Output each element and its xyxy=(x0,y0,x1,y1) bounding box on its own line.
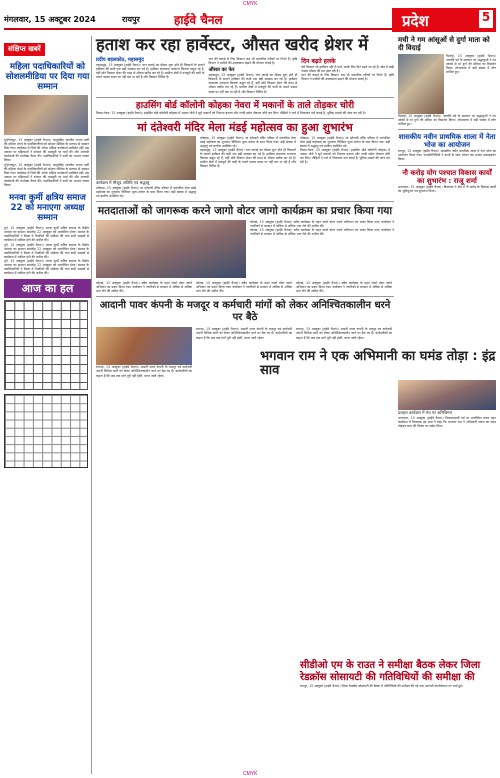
puzzle-title: आज का हल xyxy=(4,279,91,298)
right-top-photo xyxy=(398,54,444,114)
sdm-body: रायपुर, 15 अक्टूबर (हाईवे चैनल)। जिला रेडक्रॉस सोसायटी की बैठक में गतिविधियों की समीक्षा की गई तथा आगामी कार्ययोजना पर चर्चा हुई। xyxy=(300,684,463,688)
temple-body-2: दंतेवाड़ा, 15 अक्टूबर (हाईवे चैनल)। मां दंतेश्वरी मंदिर परिसर में पारंपरिक मेला मंडई महोत्सव का शुभारंभ विधिवत पूजा-अर्चना के साथ किया गया। बड़ी संख्या में श्रद्धालु एवं ग्रामीण उपस्थित रहे। xyxy=(200,135,296,148)
side-note-body-cont: धान की कटाई के लिए किसान अब भी पारंपरिक तरीकों पर निर्भर हैं। कृषि विभाग ने मशीनों की उपलब्धता बढ़ाने की योजना बनाई है। xyxy=(301,73,394,82)
school-headline: शासकीय नवीन प्राथमिक शाला में नेता भोज का आयोजन xyxy=(398,133,496,150)
cmyk-mark-top: CMYK xyxy=(243,1,258,7)
sidebar-story2-title: मनवा कुर्मी क्षत्रिय समाज 22 को मनाएगा अध्यक्ष सम्मान xyxy=(9,193,86,224)
main-column xyxy=(96,36,394,378)
issue-date: मंगलवार, 15 अक्टूबर 2024 xyxy=(4,15,96,24)
ram-caption: दशहरा कार्यक्रम में मंच पर अतिथिगण xyxy=(398,410,453,415)
sidebar-story2-body-cont: दुर्ग, 15 अक्टूबर (हाईवे चैनल)। मनवा कुर्मी क्षत्रिय समाज के केंद्रीय अध्यक्ष का सम्मान समारोह 22 अक्टूबर को आयोजित होगा। समाज के पदाधिकारियों ने बैठक में तैयारियों की समीक्षा की तथा सभी सदस्यों से कार्यक्रम में शामिल होने की अपील की। xyxy=(4,242,89,259)
dev-body: भाटापारा, 15 अक्टूबर (हाईवे चैनल)। विधायक ने क्षेत्र में नौ करोड़ के विकास कार्यों का भूमिपूजन एवं शुभारंभ किया। xyxy=(398,184,496,193)
ram-story xyxy=(398,380,496,428)
sdm-story xyxy=(300,660,496,688)
right-top-headline: मची ने गम आंसूओं से दुर्गा माता को दी विदाई xyxy=(398,36,490,52)
sudoku-grid xyxy=(4,394,88,468)
temple-body-3: महासमुंद, 15 अक्टूबर (हाईवे चैनल)। धान कटाई का मौसम शुरू होते ही किसानों के सामने हार्वेस्टर की कमी एक बड़ी समस्या बन गई है। हार्वेस्टर संचालक मनमाना किराया वसूल रहे हैं, वहीं छोटे किसान थ्रेशर की मदद से औसत खरीद कर रहे हैं। ग्रामीण क्षेत्रों में मजदूरों की कमी के चलते फसल समय पर नहीं कट पा रही है और किसान चिंतित हैं। xyxy=(200,148,296,169)
crossword-grid xyxy=(4,300,88,390)
page-number: 5 xyxy=(479,10,493,28)
theft-headline: हाउसिंग बोर्ड कॉलोनी कोहका नेवरा में मकानों के ताले तोड़कर चोरी xyxy=(135,100,355,111)
lead-headline: हताश कर रहा हार्वेस्टर, औसत खरीद थ्रेशर में xyxy=(96,35,369,54)
ram-photo xyxy=(398,380,496,410)
labour-body-3: रायगढ़, 15 अक्टूबर (हाईवे चैनल)। अदानी पावर कंपनी के मजदूर एवं कर्मचारी अपनी विभिन्न मांगों को लेकर अनिश्चितकालीन धरने पर बैठ गए हैं। कर्मचारियों का कहना है कि जब तक मांगें पूरी नहीं होतीं, धरना जारी रहेगा। xyxy=(296,327,392,340)
sidebar-story2-body: दुर्ग, 15 अक्टूबर (हाईवे चैनल)। मनवा कुर्मी क्षत्रिय समाज के केंद्रीय अध्यक्ष का सम्मान समारोह 22 अक्टूबर को आयोजित होगा। समाज के पदाधिकारियों ने बैठक में तैयारियों की समीक्षा की तथा सभी सदस्यों से कार्यक्रम में शामिल होने की अपील की। xyxy=(4,226,89,243)
temple-body-5: तिल्दा-नेवरा, 15 अक्टूबर (हाईवे चैनल)। हाउसिंग बोर्ड कॉलोनी कोहका में अज्ञात चोरों ने सूने मकानों को निशाना बनाया और नगदी समेत जेवरात चोरी कर लिए। पीड़ितों ने थाने में शिकायत दर्ज कराई है, पुलिस मामले की जांच कर रही है। xyxy=(300,148,390,165)
voter-photo xyxy=(96,220,246,278)
temple-body-4: दंतेवाड़ा, 15 अक्टूबर (हाईवे चैनल)। मां दंतेश्वरी मंदिर परिसर में पारंपरिक मेला मंडई महोत्सव का शुभारंभ विधिवत पूजा-अर्चना के साथ किया गया। बड़ी संख्या में श्रद्धालु एवं ग्रामीण उपस्थित रहे। xyxy=(300,135,390,148)
voter-headline: मतदाताओं को जागरूक करने जागो वोटर जागो कार्यक्रम का प्रचार किया गया xyxy=(97,205,393,218)
section-banner xyxy=(392,8,496,32)
voter-body-5: कोरबा, 15 अक्टूबर (हाईवे चैनल)। स्वीप कार्यक्रम के तहत जागो वोटर जागो अभियान का प्रचार किया गया। कलेक्टर ने नागरिकों से मतदान में अधिक से अधिक भाग लेने की अपील की। xyxy=(296,281,392,294)
ram-body: भाटापारा, 15 अक्टूबर (हाईवे चैनल)। विजयादशमी पर्व पर आयोजित रावण दहन कार्यक्रम में विधायक इंद्र साव ने कहा कि भगवान राम ने अभिमानी रावण का घमंड तोड़कर सत्य की विजय का संदेश दिया। xyxy=(398,416,496,429)
ram-headline-box xyxy=(260,350,496,378)
labour-headline: आदानी पावर कंपनी के मजदूर व कर्मचारी मांगों को लेकर अनिश्चितकालीन धरने पर बैठे xyxy=(99,300,391,324)
dev-headline: नौ करोड़ योग पश्चात विकास कार्यों का शुभारंभ : राजू शर्मा xyxy=(402,168,492,185)
lead-kicker: औसत का फेर xyxy=(208,67,235,74)
labour-body: रायगढ़, 15 अक्टूबर (हाईवे चैनल)। अदानी पावर कंपनी के मजदूर एवं कर्मचारी अपनी विभिन्न मांगों को लेकर अनिश्चितकालीन धरने पर बैठ गए हैं। कर्मचारियों का कहना है कि जब तक मांगें पूरी नहीं होतीं, धरना जारी रहेगा। xyxy=(96,365,192,378)
right-column xyxy=(398,36,496,193)
labour-photo xyxy=(96,327,192,365)
sidebar-story2-body-cont2: दुर्ग, 15 अक्टूबर (हाईवे चैनल)। मनवा कुर्मी क्षत्रिय समाज के केंद्रीय अध्यक्ष का सम्मान समारोह 22 अक्टूबर को आयोजित होगा। समाज के पदाधिकारियों ने बैठक में तैयारियों की समीक्षा की तथा सभी सदस्यों से कार्यक्रम में शामिल होने की अपील की। xyxy=(4,258,89,276)
voter-body-4: कोरबा, 15 अक्टूबर (हाईवे चैनल)। स्वीप कार्यक्रम के तहत जागो वोटर जागो अभियान का प्रचार किया गया। कलेक्टर ने नागरिकों से मतदान में अधिक से अधिक भाग लेने की अपील की। xyxy=(196,281,292,294)
labour-body-2: रायगढ़, 15 अक्टूबर (हाईवे चैनल)। अदानी पावर कंपनी के मजदूर एवं कर्मचारी अपनी विभिन्न मांगों को लेकर अनिश्चितकालीन धरने पर बैठ गए हैं। कर्मचारियों का कहना है कि जब तक मांगें पूरी नहीं होतीं, धरना जारी रहेगा। xyxy=(196,327,292,340)
ram-headline: भगवान राम ने एक अभिमानी का घमंड तोड़ा : इंद्र साव xyxy=(260,349,496,378)
voter-body-3: कोरबा, 15 अक्टूबर (हाईवे चैनल)। स्वीप कार्यक्रम के तहत जागो वोटर जागो अभियान का प्रचार किया गया। कलेक्टर ने नागरिकों से मतदान में अधिक से अधिक भाग लेने की अपील की। xyxy=(96,281,192,294)
left-sidebar xyxy=(4,36,92,774)
temple-photo xyxy=(96,136,196,180)
cmyk-mark-bottom: CMYK xyxy=(243,771,258,777)
sdm-headline: सीडीओ एम के राउत ने समीक्षा बैठक लेकर जिला रेडक्रॉस सोसायटी की गतिविधियों की समीक्षा की xyxy=(300,660,481,683)
school-body: रायपुर, 15 अक्टूबर (हाईवे चैनल)। शासकीय नवीन प्राथमिक शाला में नेता भोज का आयोजन किया गया। जनप्रतिनिधियों ने बच्चों के साथ भोजन कर उनका उत्साहवर्धन किया। xyxy=(398,149,496,162)
temple-caption: कार्यक्रम में मौजूद अतिथि एवं श्रद्धालु xyxy=(96,179,150,185)
voter-body: कोरबा, 15 अक्टूबर (हाईवे चैनल)। स्वीप कार्यक्रम के तहत जागो वोटर जागो अभियान का प्रचार किया गया। कलेक्टर ने नागरिकों से मतदान में अधिक से अधिक भाग लेने की अपील की। xyxy=(250,220,394,229)
theft-body: तिल्दा-नेवरा, 15 अक्टूबर (हाईवे चैनल)। हाउसिंग बोर्ड कॉलोनी कोहका में अज्ञात चोरों ने सूने मकानों को निशाना बनाया और नगदी समेत जेवरात चोरी कर लिए। पीड़ितों ने थाने में शिकायत दर्ज कराई है, पुलिस मामले की जांच कर रही है। xyxy=(96,110,366,115)
page-header xyxy=(4,8,496,32)
temple-headline: मां दंतेश्वरी मंदिर मेला मंडई महोत्सव का हुआ शुभारंभ xyxy=(137,120,353,134)
temple-body: दंतेवाड़ा, 15 अक्टूबर (हाईवे चैनल)। मां दंतेश्वरी मंदिर परिसर में पारंपरिक मेला मंडई महोत्सव का शुभारंभ विधिवत पूजा-अर्चना के साथ किया गया। बड़ी संख्या में श्रद्धालु एवं ग्रामीण उपस्थित रहे। xyxy=(96,185,196,198)
lead-col3-cont: महासमुंद, 15 अक्टूबर (हाईवे चैनल)। धान कटाई का मौसम शुरू होते ही किसानों के सामने हार्वेस्टर की कमी एक बड़ी समस्या बन गई है। हार्वेस्टर संचालक मनमाना किराया वसूल रहे हैं, वहीं छोटे किसान थ्रेशर की मदद से औसत खरीद कर रहे हैं। ग्रामीण क्षेत्रों में मजदूरों की कमी के चलते फसल समय पर नहीं कट पा रही है और किसान चिंतित हैं। xyxy=(208,73,298,94)
side-note-title: दिन बढ़ते हलके xyxy=(301,58,336,65)
voter-body-2: कोरबा, 15 अक्टूबर (हाईवे चैनल)। स्वीप कार्यक्रम के तहत जागो वोटर जागो अभियान का प्रचार किया गया। कलेक्टर ने नागरिकों से मतदान में अधिक से अधिक भाग लेने की अपील की। xyxy=(250,228,394,237)
sidebar-story1-body: दुर्ग/रायपुर, 15 अक्टूबर (हाईवे चैनल)। आतुरसिंह भारतीय जनता पार्टी की महिला मोर्चा के पदाधिकारियों को सोशल मीडिया के माध्यम से सम्मान दिया गया। कार्यक्रम में जिले की अनेक महिला कार्यकर्ता उपस्थित रहीं। इस अवसर पर महिलाओं ने संगठन की मजबूती पर चर्चा की और आगामी कार्यक्रमों की रूपरेखा तैयार की। पदाधिकारियों ने सभी का आभार व्यक्त किया। xyxy=(4,138,89,163)
side-note-body: ऐसे किसान जो हार्वेस्टर नहीं ले पाते, उनके लिए दिन बढ़ते जा रहे हैं। खेत में खड़ी फसल मौसम की मार झेल रही है। xyxy=(301,65,394,74)
issue-city: रायपुर xyxy=(122,15,140,24)
section-name: प्रदेश xyxy=(402,12,429,30)
brief-news-tag: संक्षिप्त खबरें xyxy=(4,43,45,56)
right-top-body-2: भिलाई, 15 अक्टूबर (हाईवे चैनल)। नवरात्रि पर्व के समापन पर श्रद्धालुओं ने नम आंखों से मां दुर्गा की प्रतिमा का विसर्जन किया। शोभायात्रा में बड़ी संख्या में लोग शामिल हुए। xyxy=(398,114,496,127)
right-top-body: भिलाई, 15 अक्टूबर (हाईवे चैनल)। नवरात्रि पर्व के समापन पर श्रद्धालुओं ने नम आंखों से मां दुर्गा की प्रतिमा का विसर्जन किया। शोभायात्रा में बड़ी संख्या में लोग शामिल हुए। xyxy=(446,54,496,75)
lead-col3: धान की कटाई के लिए किसान अब भी पारंपरिक तरीकों पर निर्भर हैं। कृषि विभाग ने मशीनों की उपलब्धता बढ़ाने की योजना बनाई है। xyxy=(208,57,298,66)
sidebar-story1-photo xyxy=(4,95,88,135)
sidebar-story1-body-cont: दुर्ग/रायपुर, 15 अक्टूबर (हाईवे चैनल)। आतुरसिंह भारतीय जनता पार्टी की महिला मोर्चा के पदाधिकारियों को सोशल मीडिया के माध्यम से सम्मान दिया गया। कार्यक्रम में जिले की अनेक महिला कार्यकर्ता उपस्थित रहीं। इस अवसर पर महिलाओं ने संगठन की मजबूती पर चर्चा की और आगामी कार्यक्रमों की रूपरेखा तैयार की। पदाधिकारियों ने सभी का आभार व्यक्त किया। xyxy=(4,162,89,188)
lead-body: महासमुंद, 15 अक्टूबर (हाईवे चैनल)। धान कटाई का मौसम शुरू होते ही किसानों के सामने हार्वेस्टर की कमी एक बड़ी समस्या बन गई है। हार्वेस्टर संचालक मनमाना किराया वसूल रहे हैं, वहीं छोटे किसान थ्रेशर की मदद से औसत खरीद कर रहे हैं। ग्रामीण क्षेत्रों में मजदूरों की कमी के चलते फसल समय पर नहीं कट पा रही है और किसान चिंतित हैं। xyxy=(96,63,205,80)
newspaper-brand: हाईवे चैनल xyxy=(174,13,223,27)
lead-byline: प्रदीप बहलकोठ, महासमुंद xyxy=(96,57,144,63)
sidebar-story1-title: महिला पदाधिकारियों को सोशलमीडिया पर दिया गया सम्मान xyxy=(5,62,90,92)
header-rule xyxy=(4,28,394,30)
